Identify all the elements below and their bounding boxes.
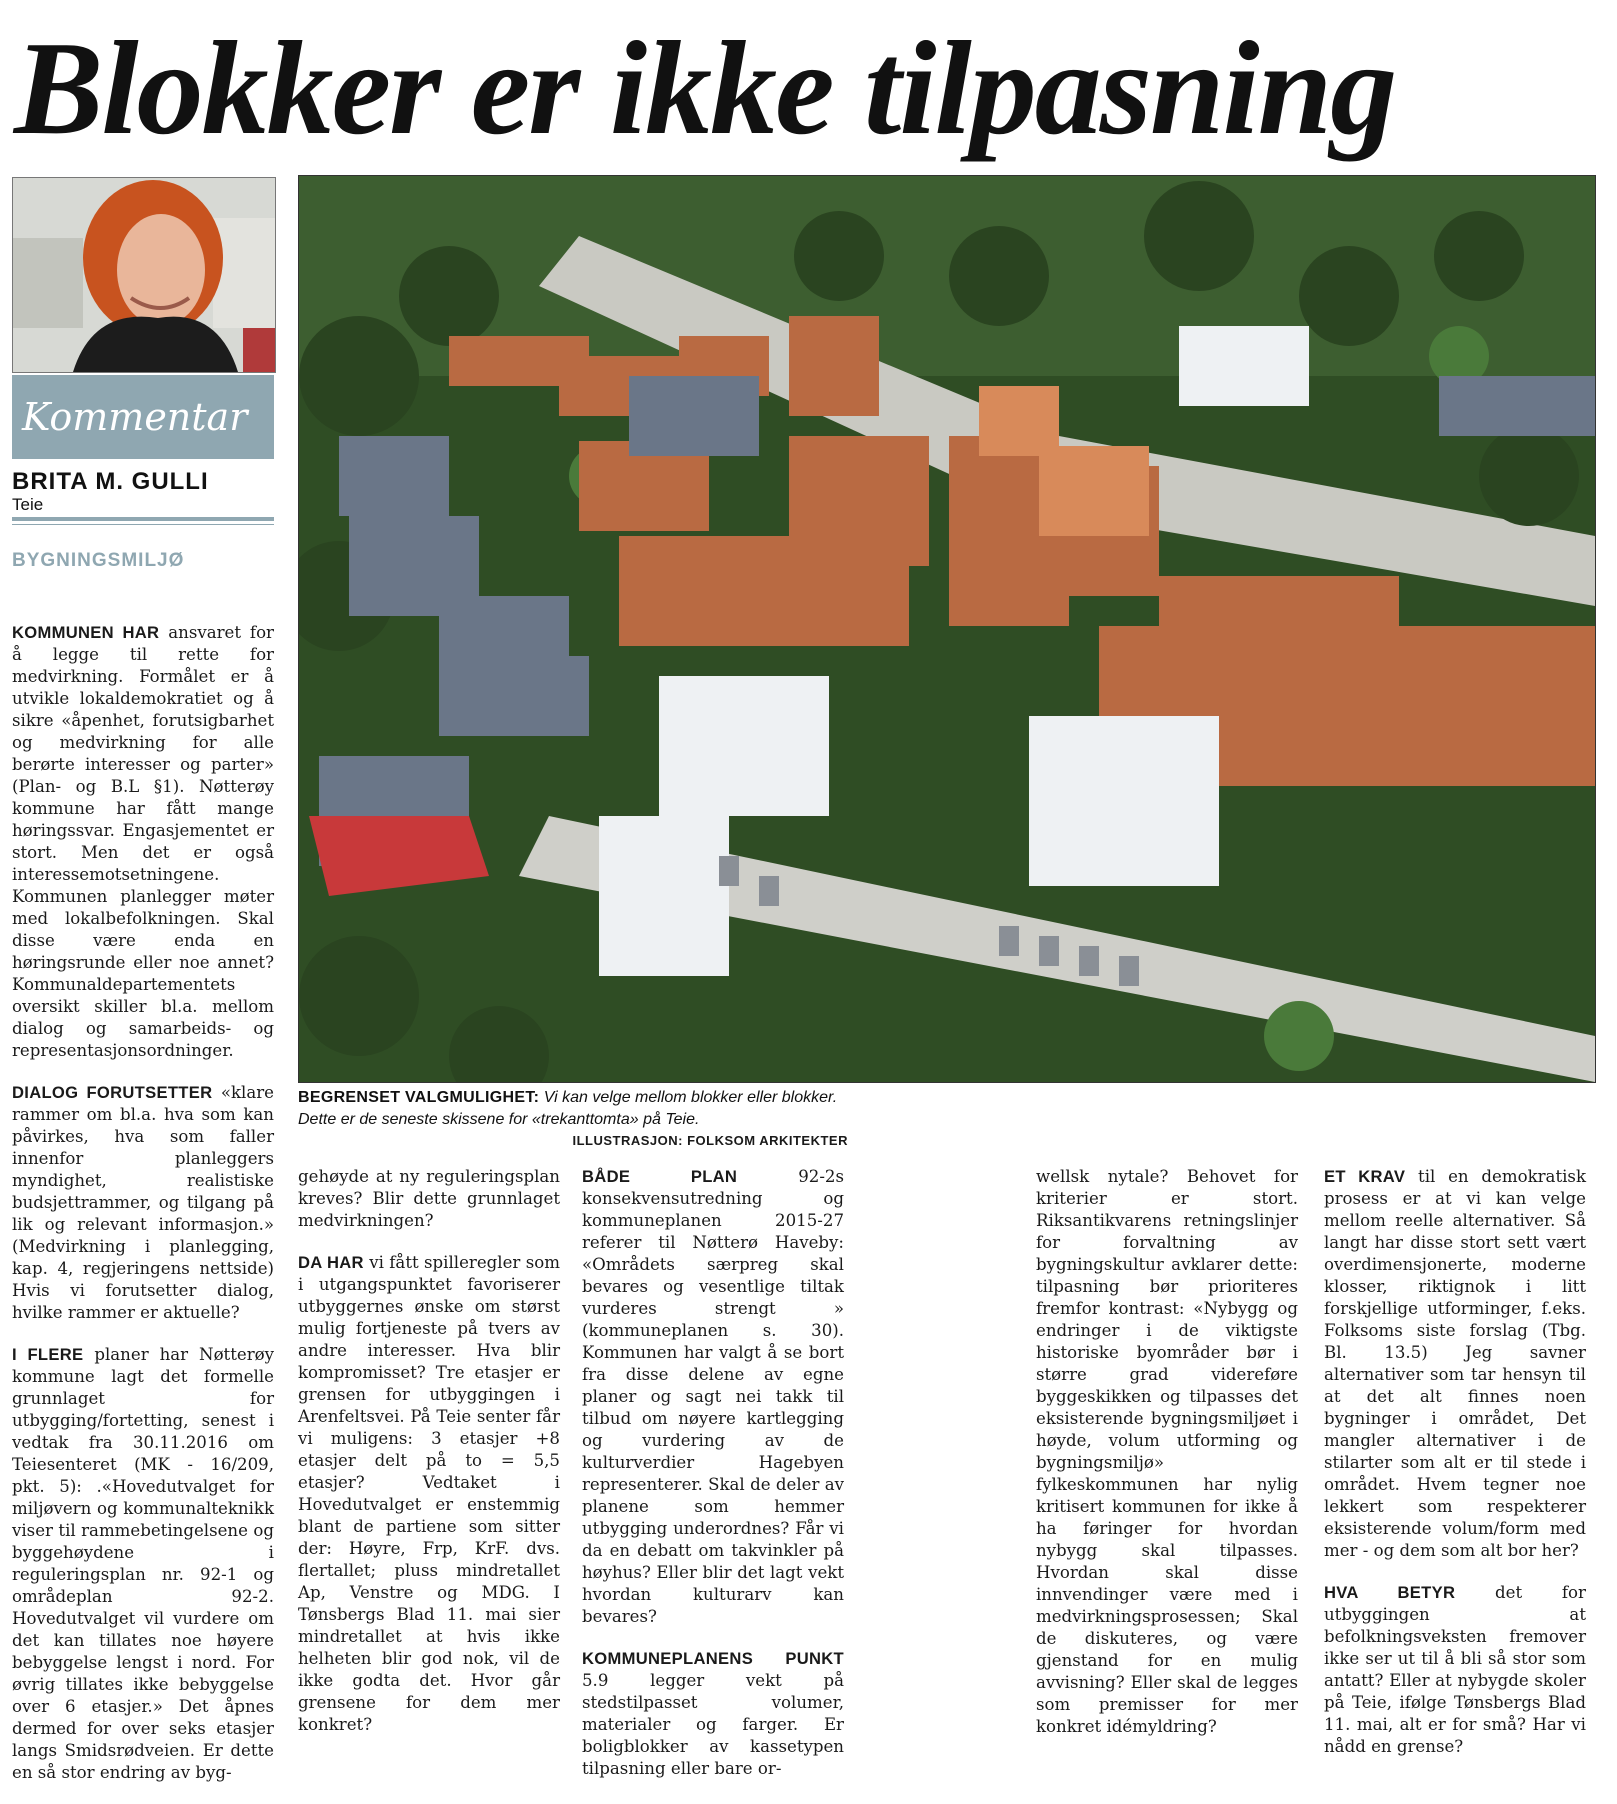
author-portrait-image (13, 178, 275, 372)
paragraph-text: planer har Nøtterøy kommune lagt det formelle grunnlaget for utbygging/fortetting, senest i vedtak fra 30.11.2016 om Teiesenteret (MK - 16/209, pkt. 5): .«Hovedutvalget for miljøvern og kommunalteknikk viser til rammebetingelsene og byggehøydene i reguleringsplan nr. 92-1 og områdeplan 92-2. Hovedutvalget vil vurdere om det kan tillates noe høyere bebyggelse lengst i nord. For øvrig tillates ikke bebyggelse over 6 etasjer.» Det åpnes dermed for over seks etasjer langs Smidsrødveien. Er dette en så stor endring av byg- (12, 1345, 275, 1782)
kommentar-label: Kommentar (12, 375, 274, 459)
paragraph-text: vi fått spilleregler som i utgangspunktet favoriserer utbyggernes ønske om størst mulig fortjeneste på tvers av andre interesser. Hva blir kompromisset? Tre etasjer er grensen for utbyggingen i Arenfeltsvei. På Teie senter får vi muligens: 3 etasjer +8 etasjer delt på to = 5,5 etasjer? Vedtaket i Hovedutvalget er enstemmig blant de partiene som sitter der: Høyre, Frp, KrF. dvs. flertallet; pluss mindretallet Ap, Venstre og MDG. I Tønsbergs Blad 11. mai sier mindretallet at hvis ikke helheten blir god nok, vil de ikke godta det. Hvor går grensene for dem mer konkret? (298, 1253, 560, 1734)
article-column-3 (582, 1166, 844, 1800)
paragraph-text: 92-2s konsekvensutredning og kommuneplanen 2015-27 referer til Nøtterø Haveby: «Områdets særpreg skal bevares og vesentlige tiltak vurderes strengt » (kommuneplanen s. 30). Kommunen har valgt å se bort fra disse delene av egne planer og sagt nei takk til tilbud om nøyere kartlegging og vurdering av de kulturverdier Hagebyen representerer. Skal de deler av planene som hemmer utbygging underordnes? Får vi da en debatt om takvinkler på høyhus? Eller blir det lagt vekt hvordan kulturarv kan bevares? (582, 1167, 844, 1626)
headline: Blokker er ikke tilpasning (14, 14, 1396, 162)
paragraph (12, 1344, 274, 1784)
paragraph (298, 1252, 560, 1736)
author-name: BRITA M. GULLI (12, 468, 209, 495)
paragraph-lead: DA HAR (298, 1253, 364, 1272)
paragraph-lead: HVA BETYR (1324, 1583, 1456, 1602)
paragraph-text: 5.9 legger vekt på stedstilpasset volumer, materialer og farger. Er boligblokker av kassetypen tilpasning eller bare or- (582, 1671, 844, 1778)
architecture-illustration (298, 175, 1596, 1083)
caption-lead: BEGRENSET VALGMULIGHET: (298, 1089, 540, 1106)
paragraph-text: til en demokratisk prosess er at vi kan velge mellom reelle alternativer. Så langt har disse stort sett vært overdimensjonerte, moderne klosser, riktignok i litt forskjellige utforminger, f.eks. Folksoms siste forslag (Tbg. Bl. 13.5) Jeg savner alternativer som tar hensyn til at det alt finnes noen bygninger i området, Det mangler alternativer i de stilarter som alt er til stede i området. Hvem tegner noe lekkert som respekterer eksisterende volum/form med mer - og dem som alt bor her? (1324, 1167, 1587, 1560)
paragraph (298, 1166, 560, 1232)
paragraph-lead: BÅDE PLAN (582, 1167, 738, 1186)
paragraph (582, 1648, 844, 1780)
paragraph-text: «klare rammer om bl.a. hva som kan påvirkes, hva som faller innenfor planleggers myndighet, realistiske budsjettrammer, og tilgang på lik og relevant informasjon.» (Medvirkning i planlegging, kap. 4, regjeringens nettside) Hvis vi forutsetter dialog, hvilke rammer er aktuelle? (12, 1083, 274, 1322)
divider (12, 517, 274, 521)
paragraph (12, 622, 274, 1062)
paragraph-lead: KOMMUNEN HAR (12, 623, 160, 642)
article-column-4 (1036, 1166, 1298, 1758)
paragraph (1324, 1166, 1586, 1562)
section-label: BYGNINGSMILJØ (12, 550, 185, 571)
paragraph-lead: ET KRAV (1324, 1167, 1406, 1186)
caption-text: Vi kan velge mellom blokker eller blokker. Dette er de seneste skissene for «trekanttomta» på Teie. (298, 1089, 838, 1128)
paragraph (1036, 1166, 1298, 1738)
paragraph (1324, 1582, 1586, 1758)
paragraph-lead: I FLERE (12, 1345, 84, 1364)
paragraph (12, 1082, 274, 1324)
article-column-5 (1324, 1166, 1586, 1778)
photo-credit: ILLUSTRASJON: FOLKSOM ARKITEKTER (572, 1133, 848, 1148)
paragraph (582, 1166, 844, 1628)
author-place: Teie (12, 495, 44, 514)
article-column-2 (298, 1166, 560, 1756)
paragraph-text: wellsk nytale? Behovet for kriterier er stort. Riksantikvarens retningslinjer for forvaltning av bygningskultur avklarer dette: tilpasning bør prioriteres fremfor kontrast: «Nybygg og endringer i de viktigste historiske byområder bør i større grad videreføre byggeskikken og tilpasses det eksisterende bygningsmiljøet i høyde, volum utforming og bygningsmiljø» fylkeskommunen har nylig kritisert kommunen for ikke å ha føringer for hvordan nybygg skal tilpasses. Hvordan skal disse innvendinger være med i medvirkningsprosessen; Skal de diskuteres, og være gjenstand for en mulig avvisning? Eller skal de legges som premisser for mer konkret idémyldring? (1036, 1167, 1298, 1736)
photo-caption (298, 1087, 858, 1131)
aerial-rendering-image (299, 176, 1595, 1082)
paragraph-lead: DIALOG FORUTSETTER (12, 1083, 213, 1102)
article-column-1 (12, 622, 274, 1804)
divider (12, 524, 274, 525)
paragraph-text: gehøyde at ny reguleringsplan kreves? Blir dette grunnlaget medvirkningen? (298, 1167, 560, 1230)
paragraph-text: ansvaret for å legge til rette for medvirkning. Formålet er å utvikle lokaldemokratiet og å sikre «åpenhet, forutsigbarhet og medvirkning for alle berørte interesser og parter» (Plan- og B.L §1). Nøtterøy kommune har fått mange høringssvar. Engasjementet er stort. Men det er også interessemotsetningene. Kommunen planlegger møter med lokalbefolkningen. Skal disse være enda en høringsrunde eller noe annet? Kommunaldepartementets oversikt skiller bl.a. mellom dialog og samarbeids- og representasjonsordninger. (12, 623, 274, 1060)
paragraph-lead: KOMMUNEPLANENS PUNKT (582, 1649, 844, 1668)
author-portrait (12, 177, 276, 373)
paragraph-text: det for utbyggingen at befolkningsveksten fremover ikke ser ut til å bli så stor som antatt? Eller at nybygde skoler på Teie, ifølge Tønsbergs Blad 11. mai, alt er for små? Har vi nådd en grense? (1324, 1583, 1586, 1756)
